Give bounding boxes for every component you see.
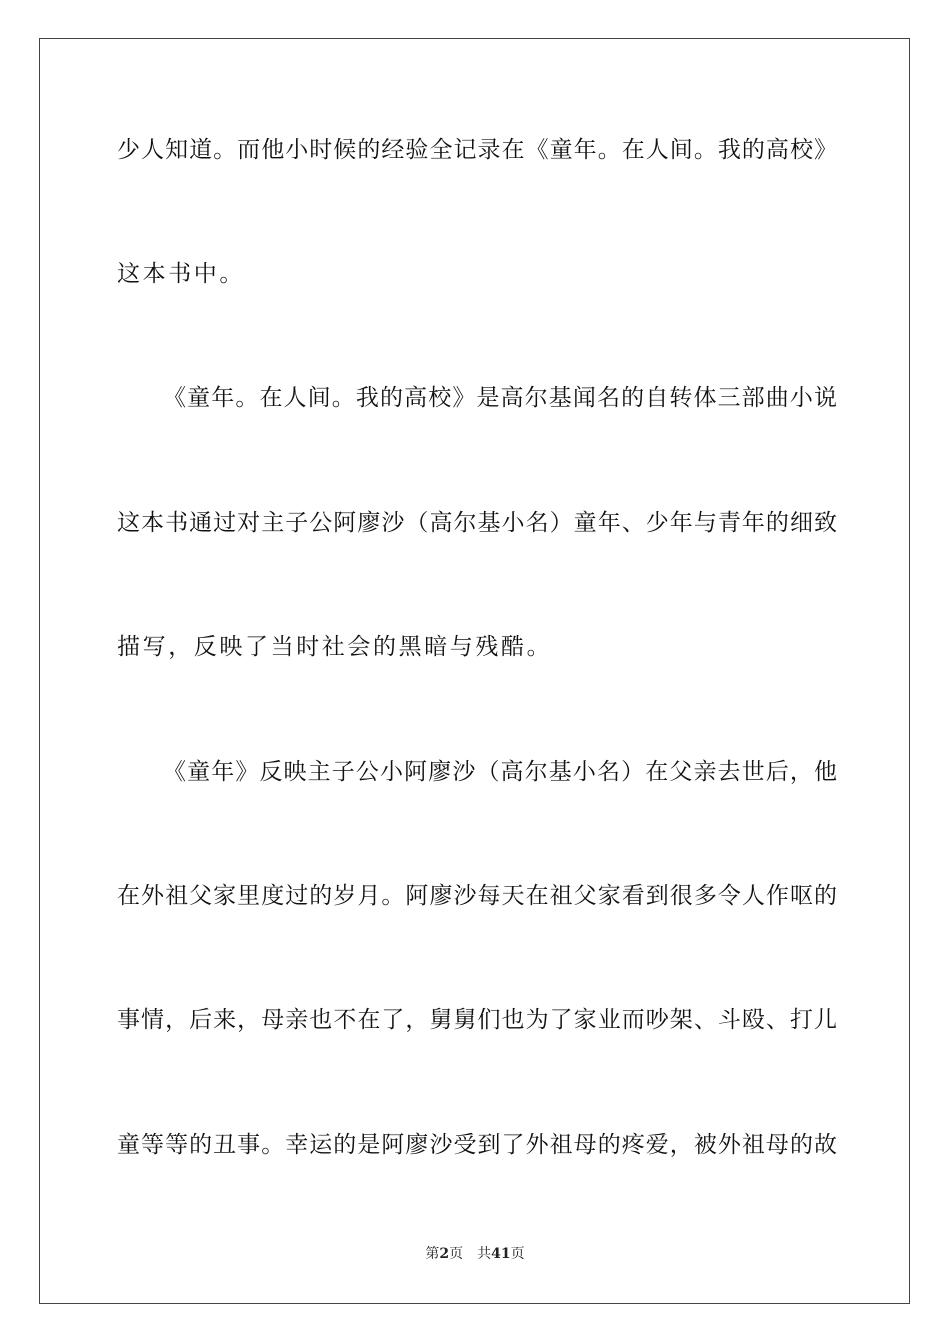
paragraph-start-line: 《童年》反映主子公小阿廖沙（高尔基小名）在父亲去世后，他	[163, 759, 837, 785]
text-line-2: 这本书中。	[117, 261, 245, 287]
text-line-9: 童等等的丑事。幸运的是阿廖沙受到了外祖母的疼爱，被外祖母的故	[117, 1132, 837, 1158]
paragraph-start-line: 《童年。在人间。我的高校》是高尔基闻名的自转体三部曲小说	[163, 385, 837, 411]
page-border	[39, 38, 910, 1304]
total-pages: 41	[491, 1246, 511, 1262]
total-suffix: 页	[510, 1246, 525, 1262]
text-line-5: 描写，反映了当时社会的黑暗与残酷。	[117, 634, 553, 660]
page-footer	[0, 1245, 950, 1263]
text-line-7: 在外祖父家里度过的岁月。阿廖沙每天在祖父家看到很多令人作呕的	[117, 883, 837, 909]
total-prefix: 共	[477, 1246, 492, 1262]
text-line-4: 这本书通过对主子公阿廖沙（高尔基小名）童年、少年与青年的细致	[117, 510, 837, 536]
page-prefix: 第	[425, 1246, 440, 1262]
text-line-1: 少人知道。而他小时候的经验全记录在《童年。在人间。我的高校》	[117, 137, 837, 163]
page-suffix: 页	[449, 1246, 464, 1262]
text-line-8: 事情，后来，母亲也不在了，舅舅们也为了家业而吵架、斗殴、打儿	[117, 1007, 837, 1033]
page-number: 2	[439, 1246, 450, 1262]
